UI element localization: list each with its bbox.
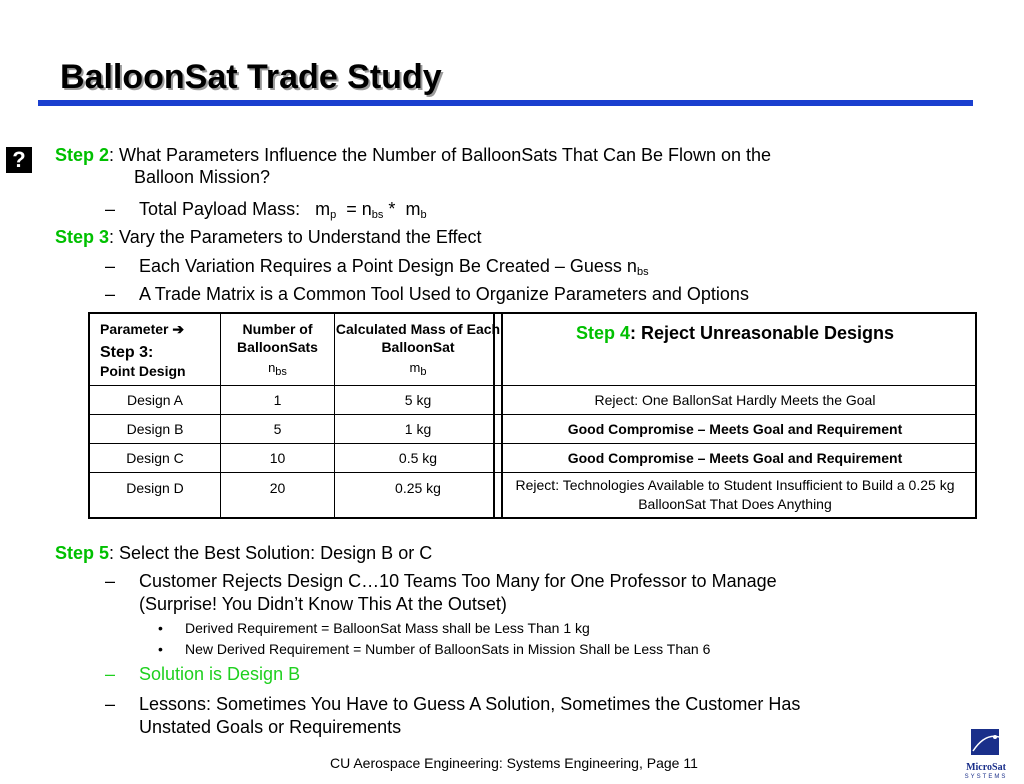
design-cell: Design C bbox=[89, 443, 221, 472]
number-symbol-n: n bbox=[268, 360, 276, 375]
step4-label: Step 4 bbox=[575, 323, 630, 343]
step3-text: : Vary the Parameters to Understand the Effect bbox=[109, 227, 482, 247]
step3-sub1-text: Each Variation Requires a Point Design Be Created – Guess n bbox=[139, 256, 637, 276]
step3-sub1 bbox=[139, 256, 649, 278]
mass-header-cell bbox=[335, 313, 503, 385]
trade-matrix-header-row bbox=[89, 313, 502, 385]
number-cell: 5 bbox=[221, 414, 335, 443]
step5-dash1: – bbox=[105, 571, 116, 591]
step2-text-line2: Balloon Mission? bbox=[134, 167, 271, 187]
step3-sub2: A Trade Matrix is a Common Tool Used to Organize Parameters and Options bbox=[139, 284, 749, 304]
design-cell: Design B bbox=[89, 414, 221, 443]
bullet-dot: • bbox=[158, 620, 163, 636]
number-symbol bbox=[221, 360, 334, 378]
payload-mass-label: Total Payload Mass: bbox=[139, 199, 301, 219]
table-row bbox=[494, 472, 976, 518]
parameter-label: Parameter ➔ bbox=[100, 321, 185, 337]
design-cell: Design A bbox=[89, 385, 221, 414]
solution-dash: – bbox=[105, 664, 116, 684]
step5-line bbox=[55, 543, 432, 564]
step5-sub1-line2: (Surprise! You Didn’t Know This At the Outset) bbox=[139, 594, 507, 614]
logo-satellite bbox=[993, 735, 997, 739]
step2-line bbox=[55, 145, 771, 166]
mp-symbol: m bbox=[315, 199, 331, 219]
microsat-logo bbox=[955, 727, 1017, 780]
number-cell: 10 bbox=[221, 443, 335, 472]
lessons-dash: – bbox=[105, 694, 116, 714]
derived-requirement: Derived Requirement = BalloonSat Mass shall be Less Than 1 kg bbox=[185, 620, 590, 636]
nbs-equals: = n bbox=[346, 199, 372, 219]
reject-designs-table bbox=[493, 312, 977, 519]
mass-title: Calculated Mass of Each BalloonSat bbox=[335, 321, 501, 355]
nbs-subscript: bs bbox=[371, 209, 384, 221]
evaluation-cell: Reject: One BallonSat Hardly Meets the Goal bbox=[494, 385, 976, 414]
logo-square bbox=[971, 729, 999, 755]
mass-cell: 1 kg bbox=[335, 414, 503, 443]
step3-dash2: – bbox=[105, 284, 116, 304]
new-derived-requirement: New Derived Requirement = Number of BalloonSats in Mission Shall be Less Than 6 bbox=[185, 641, 711, 657]
step2-dash: – bbox=[105, 199, 116, 219]
logo-name: MicroSat bbox=[966, 762, 1006, 773]
table-row bbox=[494, 443, 976, 472]
step4-header-row bbox=[494, 313, 976, 385]
mass-symbol bbox=[335, 360, 501, 378]
step4-text: : Reject Unreasonable Designs bbox=[629, 323, 895, 343]
step3-sub1-subscript: bs bbox=[636, 266, 649, 278]
table-row bbox=[89, 443, 502, 472]
page-title: BalloonSat Trade Study bbox=[60, 58, 442, 96]
mass-cell: 0.5 kg bbox=[335, 443, 503, 472]
mp-subscript: p bbox=[330, 209, 337, 221]
solution-text: Solution is Design B bbox=[139, 664, 301, 684]
step4-header-cell bbox=[494, 313, 976, 385]
point-design-label: Point Design bbox=[100, 363, 186, 379]
step2-text: : What Parameters Influence the Number of BalloonSats That Can Be Flown on the bbox=[109, 145, 772, 165]
bullet-dot: • bbox=[158, 641, 163, 657]
design-cell: Design D bbox=[89, 472, 221, 518]
step3-table-label: Step 3: bbox=[100, 344, 154, 361]
trade-matrix-table bbox=[88, 312, 503, 519]
step3-line bbox=[55, 227, 482, 248]
mass-cell: 0.25 kg bbox=[335, 472, 503, 518]
number-header-cell bbox=[221, 313, 335, 385]
number-cell: 20 bbox=[221, 472, 335, 518]
step3-dash1: – bbox=[105, 256, 116, 276]
payload-mass-formula bbox=[139, 199, 427, 221]
table-row bbox=[494, 414, 976, 443]
number-symbol-sub: bs bbox=[275, 366, 287, 378]
logo-subname: SYSTEMS bbox=[964, 774, 1008, 780]
mb-symbol: m bbox=[405, 199, 421, 219]
step2-label: Step 2 bbox=[55, 145, 110, 165]
step5-label: Step 5 bbox=[55, 543, 110, 563]
table-row bbox=[89, 385, 502, 414]
number-title: Number of BalloonSats bbox=[237, 321, 318, 355]
mass-symbol-sub: b bbox=[420, 366, 427, 378]
title-underline bbox=[38, 100, 973, 106]
table-row bbox=[89, 472, 502, 518]
step5-text: : Select the Best Solution: Design B or C bbox=[109, 543, 433, 563]
footer-text: CU Aerospace Engineering: Systems Engineering, Page 11 bbox=[330, 755, 698, 771]
number-cell: 1 bbox=[221, 385, 335, 414]
evaluation-cell: Good Compromise – Meets Goal and Requirement bbox=[494, 414, 976, 443]
microsat-logo-icon bbox=[955, 727, 1017, 757]
help-icon[interactable]: ? bbox=[6, 147, 32, 173]
evaluation-cell: Reject: Technologies Available to Student Insufficient to Build a 0.25 kg BalloonSat That Does Anything bbox=[494, 472, 976, 518]
table-row bbox=[494, 385, 976, 414]
mb-subscript: b bbox=[420, 209, 427, 221]
step3-label: Step 3 bbox=[55, 227, 110, 247]
step5-sub1-line1: Customer Rejects Design C…10 Teams Too Many for One Professor to Manage bbox=[139, 571, 777, 591]
parameter-header-cell bbox=[89, 313, 221, 385]
times-symbol: * bbox=[388, 199, 396, 219]
lessons-line2: Unstated Goals or Requirements bbox=[139, 717, 402, 737]
lessons-line1: Lessons: Sometimes You Have to Guess A Solution, Sometimes the Customer Has bbox=[139, 694, 801, 714]
table-row bbox=[89, 414, 502, 443]
evaluation-cell: Good Compromise – Meets Goal and Requirement bbox=[494, 443, 976, 472]
mass-cell: 5 kg bbox=[335, 385, 503, 414]
mass-symbol-m: m bbox=[409, 360, 421, 375]
